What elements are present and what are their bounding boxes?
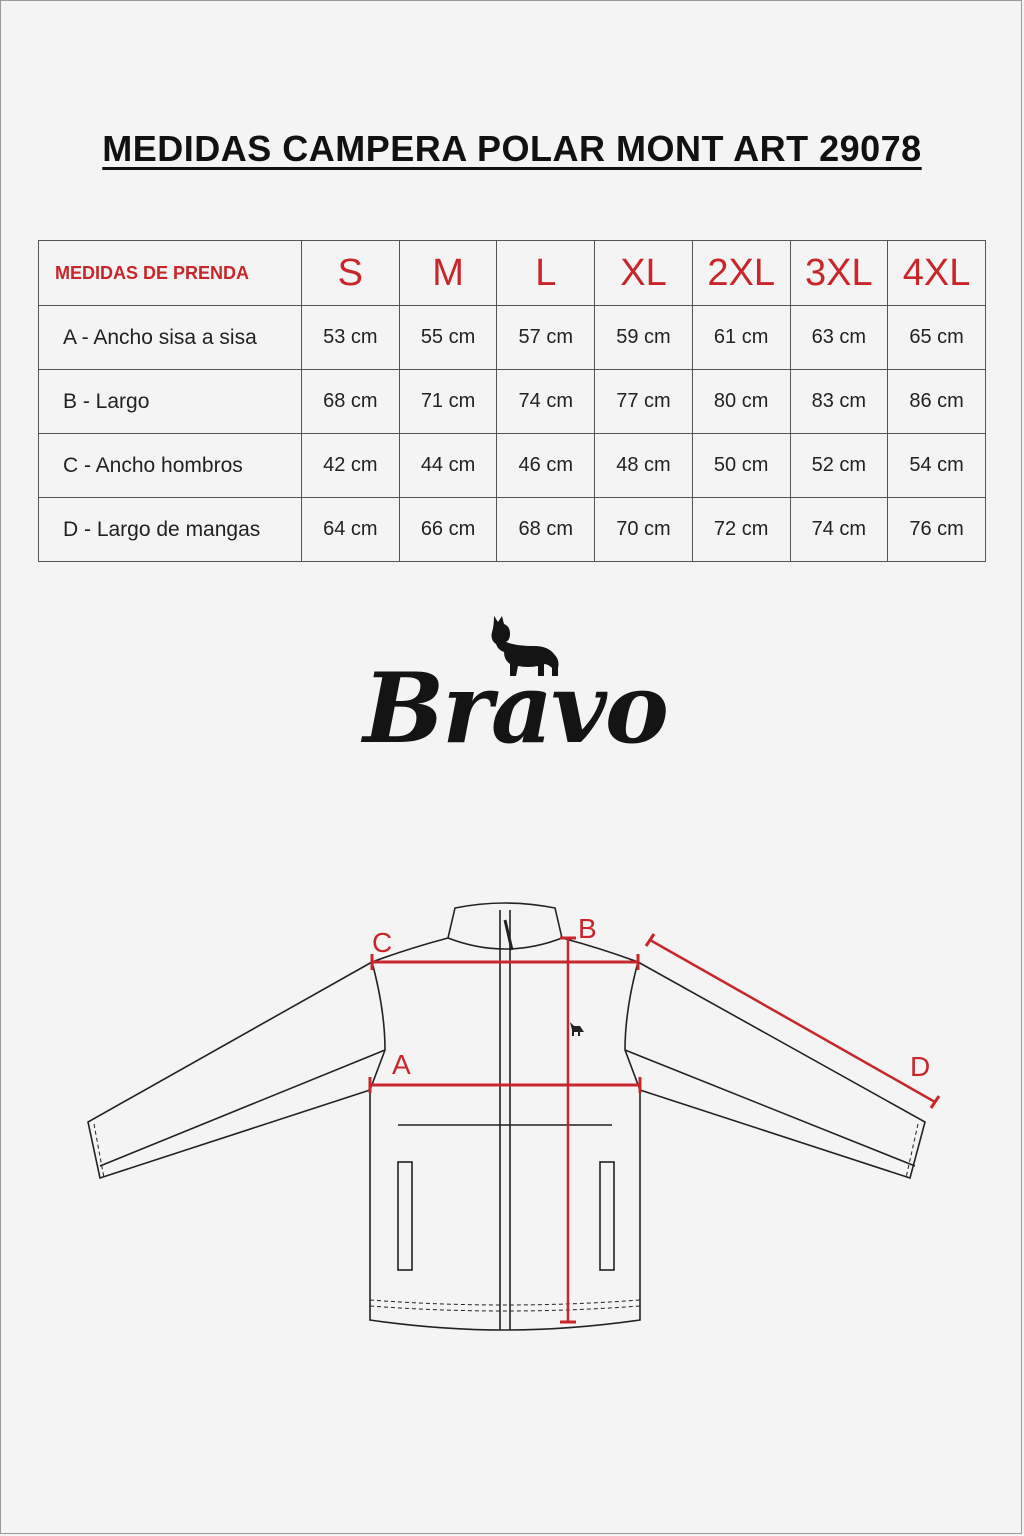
brand-name: Bravo — [363, 652, 667, 765]
cell-value: 70 cm — [595, 498, 693, 562]
table-row — [39, 306, 986, 370]
brand-logo — [350, 612, 680, 772]
label-d: D — [910, 1051, 931, 1082]
cell-value: 74 cm — [790, 498, 888, 562]
cell-value: 74 cm — [497, 370, 595, 434]
size-m: M — [399, 241, 497, 306]
cell-value: 83 cm — [790, 370, 888, 434]
cell-value: 80 cm — [692, 370, 790, 434]
cell-value: 55 cm — [399, 306, 497, 370]
page-title: MEDIDAS CAMPERA POLAR MONT ART 29078 — [102, 128, 922, 169]
cell-value: 72 cm — [692, 498, 790, 562]
size-table — [38, 240, 986, 562]
cell-value: 59 cm — [595, 306, 693, 370]
label-b: B — [578, 913, 597, 944]
size-3xl: 3XL — [790, 241, 888, 306]
header-label: MEDIDAS DE PRENDA — [39, 241, 302, 306]
cell-value: 44 cm — [399, 434, 497, 498]
row-label: B - Largo — [39, 370, 302, 434]
table-row — [39, 434, 986, 498]
label-c: C — [372, 927, 393, 958]
measurement-lines — [370, 934, 939, 1322]
cell-value: 77 cm — [595, 370, 693, 434]
cell-value: 57 cm — [497, 306, 595, 370]
size-2xl: 2XL — [692, 241, 790, 306]
size-xl: XL — [595, 241, 693, 306]
table-row — [39, 498, 986, 562]
jacket-outline — [88, 903, 925, 1330]
cell-value: 63 cm — [790, 306, 888, 370]
row-label: A - Ancho sisa a sisa — [39, 306, 302, 370]
cell-value: 46 cm — [497, 434, 595, 498]
table-row — [39, 370, 986, 434]
cell-value: 86 cm — [888, 370, 986, 434]
size-4xl: 4XL — [888, 241, 986, 306]
jacket-diagram — [80, 890, 950, 1350]
size-s: S — [302, 241, 400, 306]
chest-logo-icon — [570, 1022, 584, 1036]
cell-value: 71 cm — [399, 370, 497, 434]
size-table-header — [39, 241, 986, 306]
stitching — [94, 1124, 918, 1311]
size-l: L — [497, 241, 595, 306]
row-label: C - Ancho hombros — [39, 434, 302, 498]
cell-value: 61 cm — [692, 306, 790, 370]
label-a: A — [392, 1049, 411, 1080]
cell-value: 65 cm — [888, 306, 986, 370]
cell-value: 52 cm — [790, 434, 888, 498]
cell-value: 76 cm — [888, 498, 986, 562]
cell-value: 66 cm — [399, 498, 497, 562]
cell-value: 50 cm — [692, 434, 790, 498]
cell-value: 53 cm — [302, 306, 400, 370]
cell-value: 42 cm — [302, 434, 400, 498]
row-label: D - Largo de mangas — [39, 498, 302, 562]
cell-value: 68 cm — [302, 370, 400, 434]
cell-value: 64 cm — [302, 498, 400, 562]
cell-value: 48 cm — [595, 434, 693, 498]
cell-value: 68 cm — [497, 498, 595, 562]
cell-value: 54 cm — [888, 434, 986, 498]
